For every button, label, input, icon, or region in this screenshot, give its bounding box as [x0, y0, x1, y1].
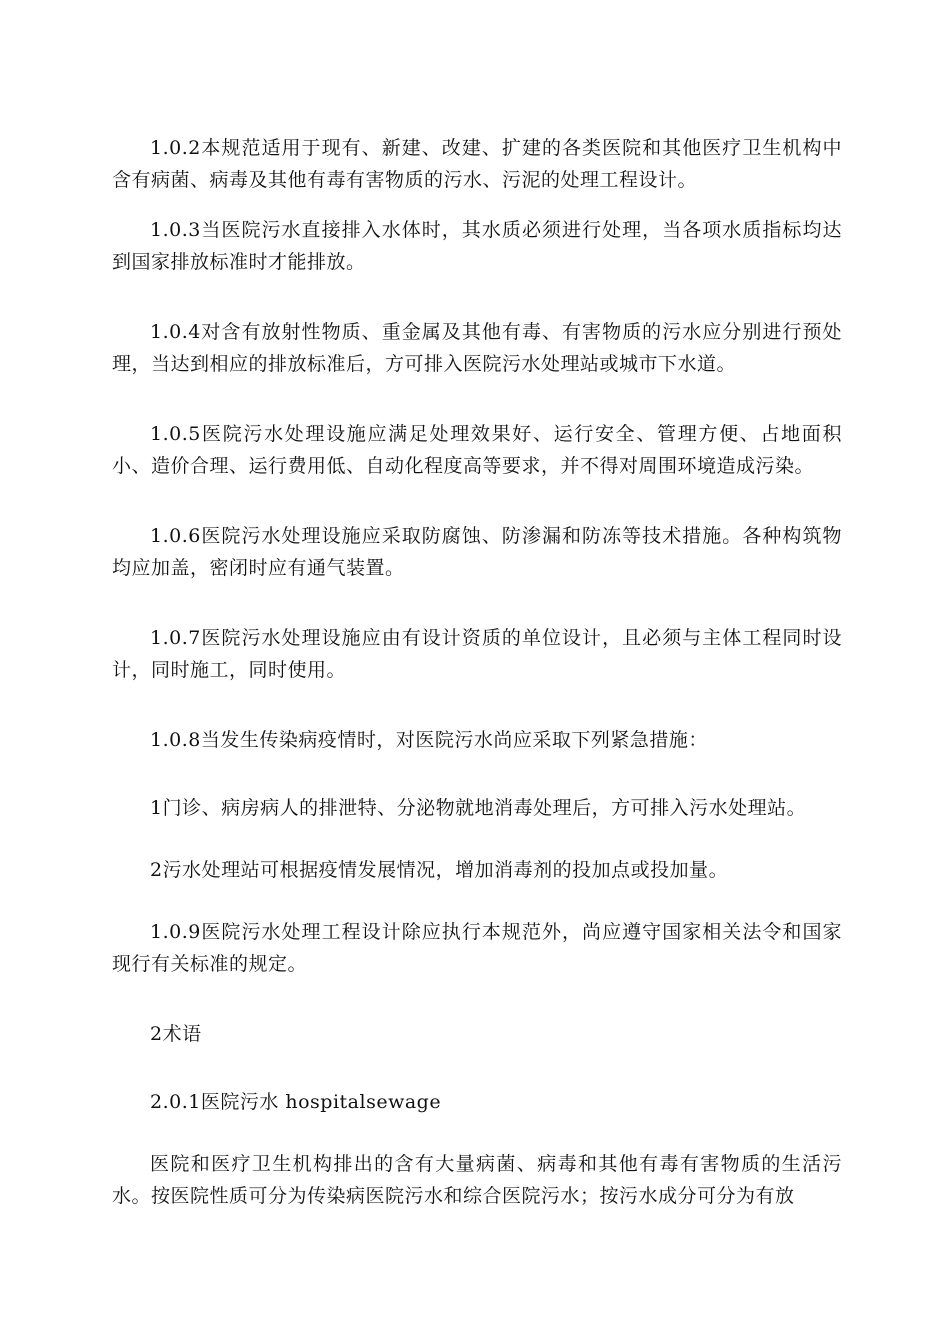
list-item-2: 2污水处理站可根据疫情发展情况，增加消毒剂的投加点或投加量。: [150, 859, 729, 881]
paragraph-1-0-3: 1.0.3当医院污水直接排入水体时，其水质必须进行处理，当各项水质指标均达到国家排放标准时才能排放。: [112, 219, 842, 273]
paragraph-1-0-4: 1.0.4对含有放射性物质、重金属及其他有毒、有害物质的污水应分别进行预处理，当达到相应的排放标准后，方可排入医院污水处理站或城市下水道。: [112, 321, 842, 375]
term-heading-hospital-sewage: 2.0.1医院污水 hospitalsewage: [150, 1091, 442, 1113]
term-definition: 医院和医疗卫生机构排出的含有大量病菌、病毒和其他有毒有害物质的生活污水。按医院性质可分为传染病医院污水和综合医院污水；按污水成分可分为有放: [112, 1153, 842, 1207]
paragraph-1-0-8: 1.0.8当发生传染病疫情时，对医院污水尚应采取下列紧急措施：: [150, 729, 708, 751]
section-heading-terms: 2术语: [150, 1023, 202, 1045]
paragraph-1-0-9: 1.0.9医院污水处理工程设计除应执行本规范外，尚应遵守国家相关法令和国家现行有关标准的规定。: [112, 921, 842, 975]
paragraph-1-0-6: 1.0.6医院污水处理设施应采取防腐蚀、防渗漏和防冻等技术措施。各种构筑物均应加盖，密闭时应有通气装置。: [112, 525, 842, 579]
paragraph-1-0-2: 1.0.2本规范适用于现有、新建、改建、扩建的各类医院和其他医疗卫生机构中含有病菌、病毒及其他有毒有害物质的污水、污泥的处理工程设计。: [112, 137, 842, 191]
paragraph-1-0-5: 1.0.5医院污水处理设施应满足处理效果好、运行安全、管理方便、占地面积小、造价合理、运行费用低、自动化程度高等要求，并不得对周围环境造成污染。: [112, 423, 842, 477]
list-item-1: 1门诊、病房病人的排泄特、分泌物就地消毒处理后，方可排入污水处理站。: [150, 797, 807, 819]
paragraph-1-0-7: 1.0.7医院污水处理设施应由有设计资质的单位设计，且必须与主体工程同时设计，同时施工，同时使用。: [112, 627, 842, 681]
